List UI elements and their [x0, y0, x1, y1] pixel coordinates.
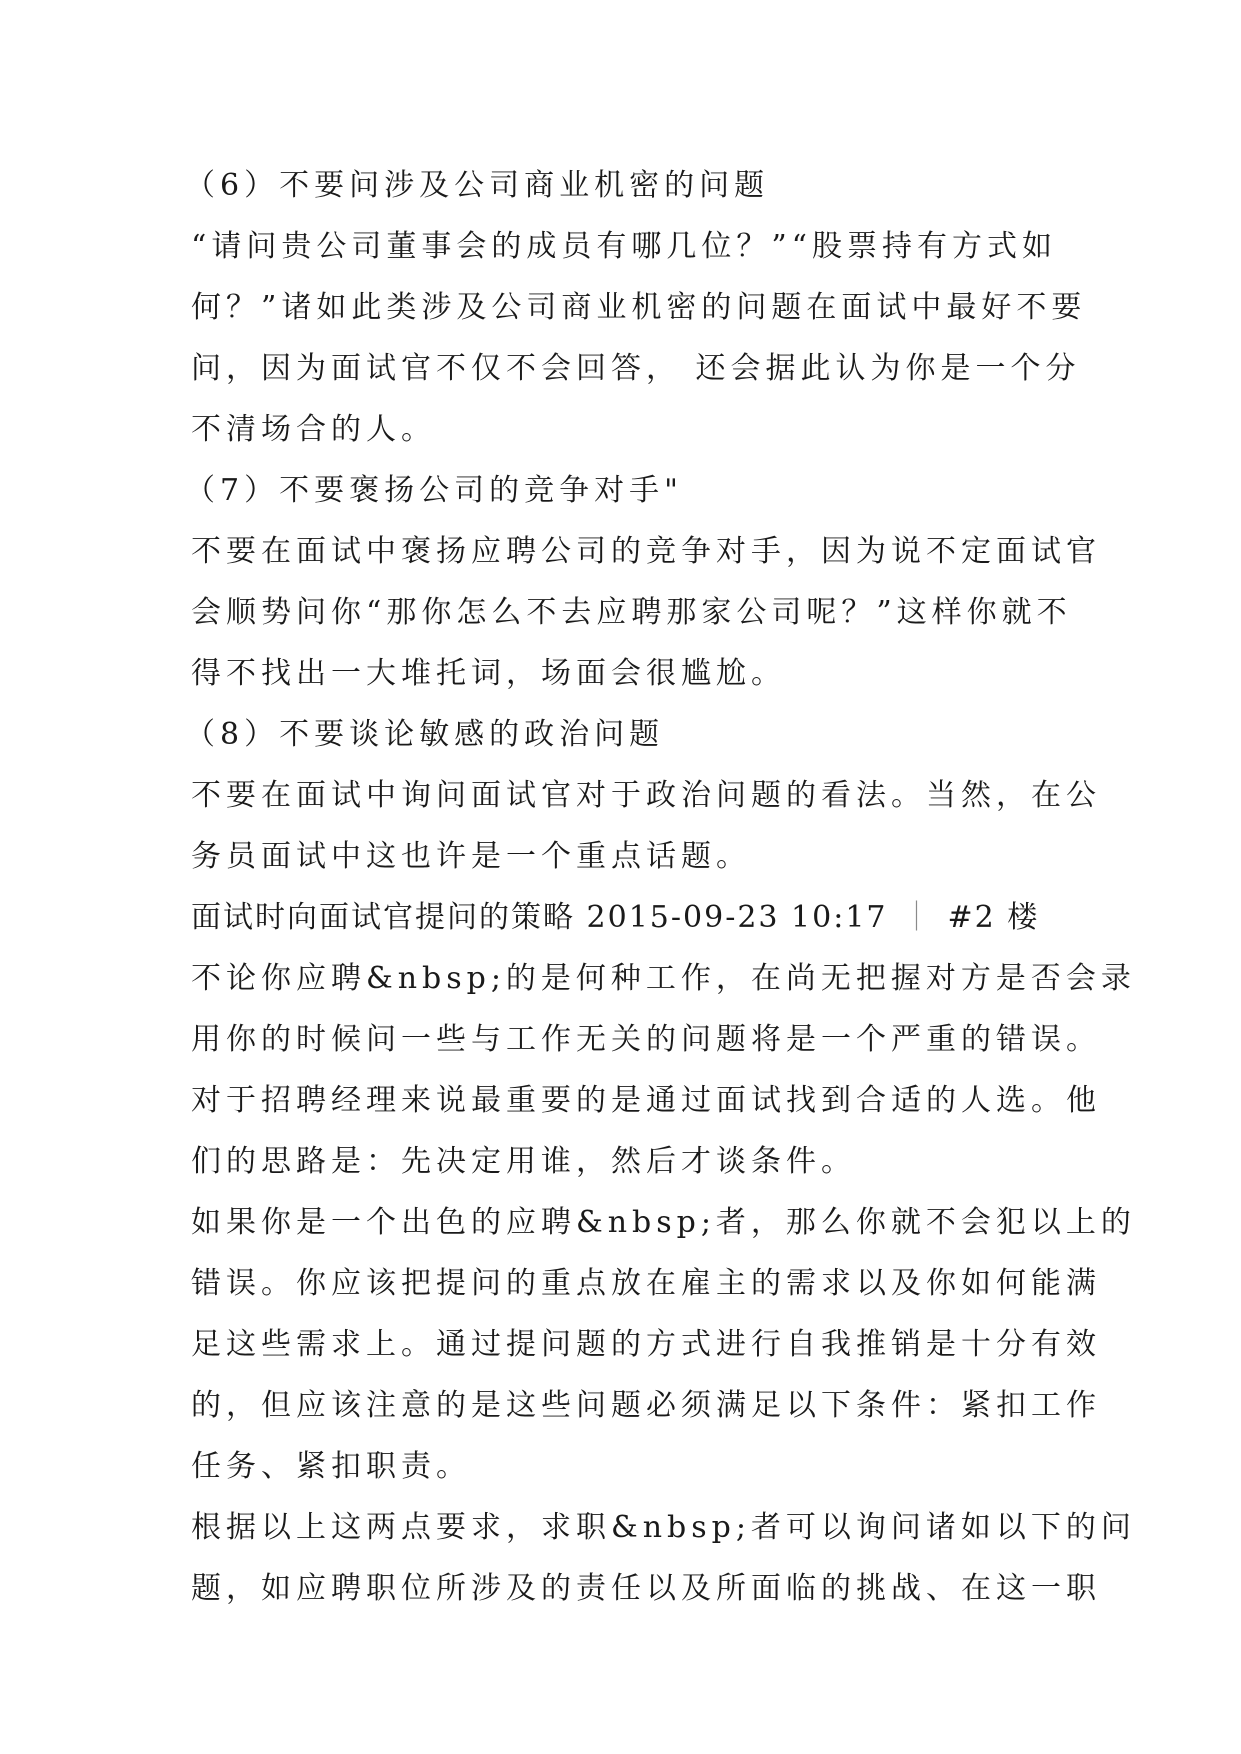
paragraph-line: 如果你是一个出色的应聘&nbsp;者，那么你就不会犯以上的 — [191, 1205, 1136, 1240]
post-floor: #2 楼 — [947, 900, 1040, 935]
post-title: 面试时向面试官提问的策略 — [191, 900, 575, 935]
paragraph-line: 何？”诸如此类涉及公司商业机密的问题在面试中最好不要 — [191, 290, 1087, 325]
paragraph-line: 根据以上这两点要求，求职&nbsp;者可以询问诸如以下的问 — [191, 1510, 1136, 1545]
document-body — [185, 155, 1136, 1619]
post-meta-line — [191, 887, 1071, 948]
paragraph-line: 务员面试中这也许是一个重点话题。 — [191, 839, 751, 874]
meta-separator: ｜ — [901, 900, 934, 935]
paragraph-line: 任务、紧扣职责。 — [191, 1449, 471, 1484]
paragraph-line: 不要在面试中询问面试官对于政治问题的看法。当然，在公 — [191, 778, 1101, 813]
paragraph-line: 不论你应聘&nbsp;的是何种工作，在尚无把握对方是否会录 — [191, 961, 1136, 996]
paragraph-line: 题，如应聘职位所涉及的责任以及所面临的挑战、在这一职 — [191, 1571, 1101, 1606]
paragraph-line: 得不找出一大堆托词，场面会很尴尬。 — [191, 656, 786, 691]
paragraph-line: 的，但应该注意的是这些问题必须满足以下条件：紧扣工作 — [191, 1388, 1101, 1423]
paragraph-line: 们的思路是：先决定用谁，然后才谈条件。 — [191, 1144, 856, 1179]
paragraph-line: 错误。你应该把提问的重点放在雇主的需求以及你如何能满 — [191, 1266, 1101, 1301]
section-heading-7: （7）不要褒扬公司的竞争对手" — [185, 473, 683, 508]
paragraph-line: 用你的时候问一些与工作无关的问题将是一个严重的错误。 — [191, 1022, 1101, 1057]
paragraph-line: 足这些需求上。通过提问题的方式进行自我推销是十分有效 — [191, 1327, 1101, 1362]
section-heading-6: （6）不要问涉及公司商业机密的问题 — [185, 168, 770, 203]
paragraph-line: 不要在面试中褒扬应聘公司的竞争对手，因为说不定面试官 — [191, 534, 1101, 569]
paragraph-line: 会顺势问你“那你怎么不去应聘那家公司呢？”这样你就不 — [191, 595, 1072, 630]
paragraph-line: “请问贵公司董事会的成员有哪几位？”“股票持有方式如 — [191, 229, 1058, 264]
paragraph-line: 问，因为面试官不仅不会回答， 还会据此认为你是一个分 — [191, 351, 1081, 386]
section-heading-8: （8）不要谈论敏感的政治问题 — [185, 717, 665, 752]
paragraph-line: 不清场合的人。 — [191, 412, 436, 447]
paragraph-line: 对于招聘经理来说最重要的是通过面试找到合适的人选。他 — [191, 1083, 1101, 1118]
post-datetime: 2015-09-23 10:17 — [586, 900, 888, 935]
